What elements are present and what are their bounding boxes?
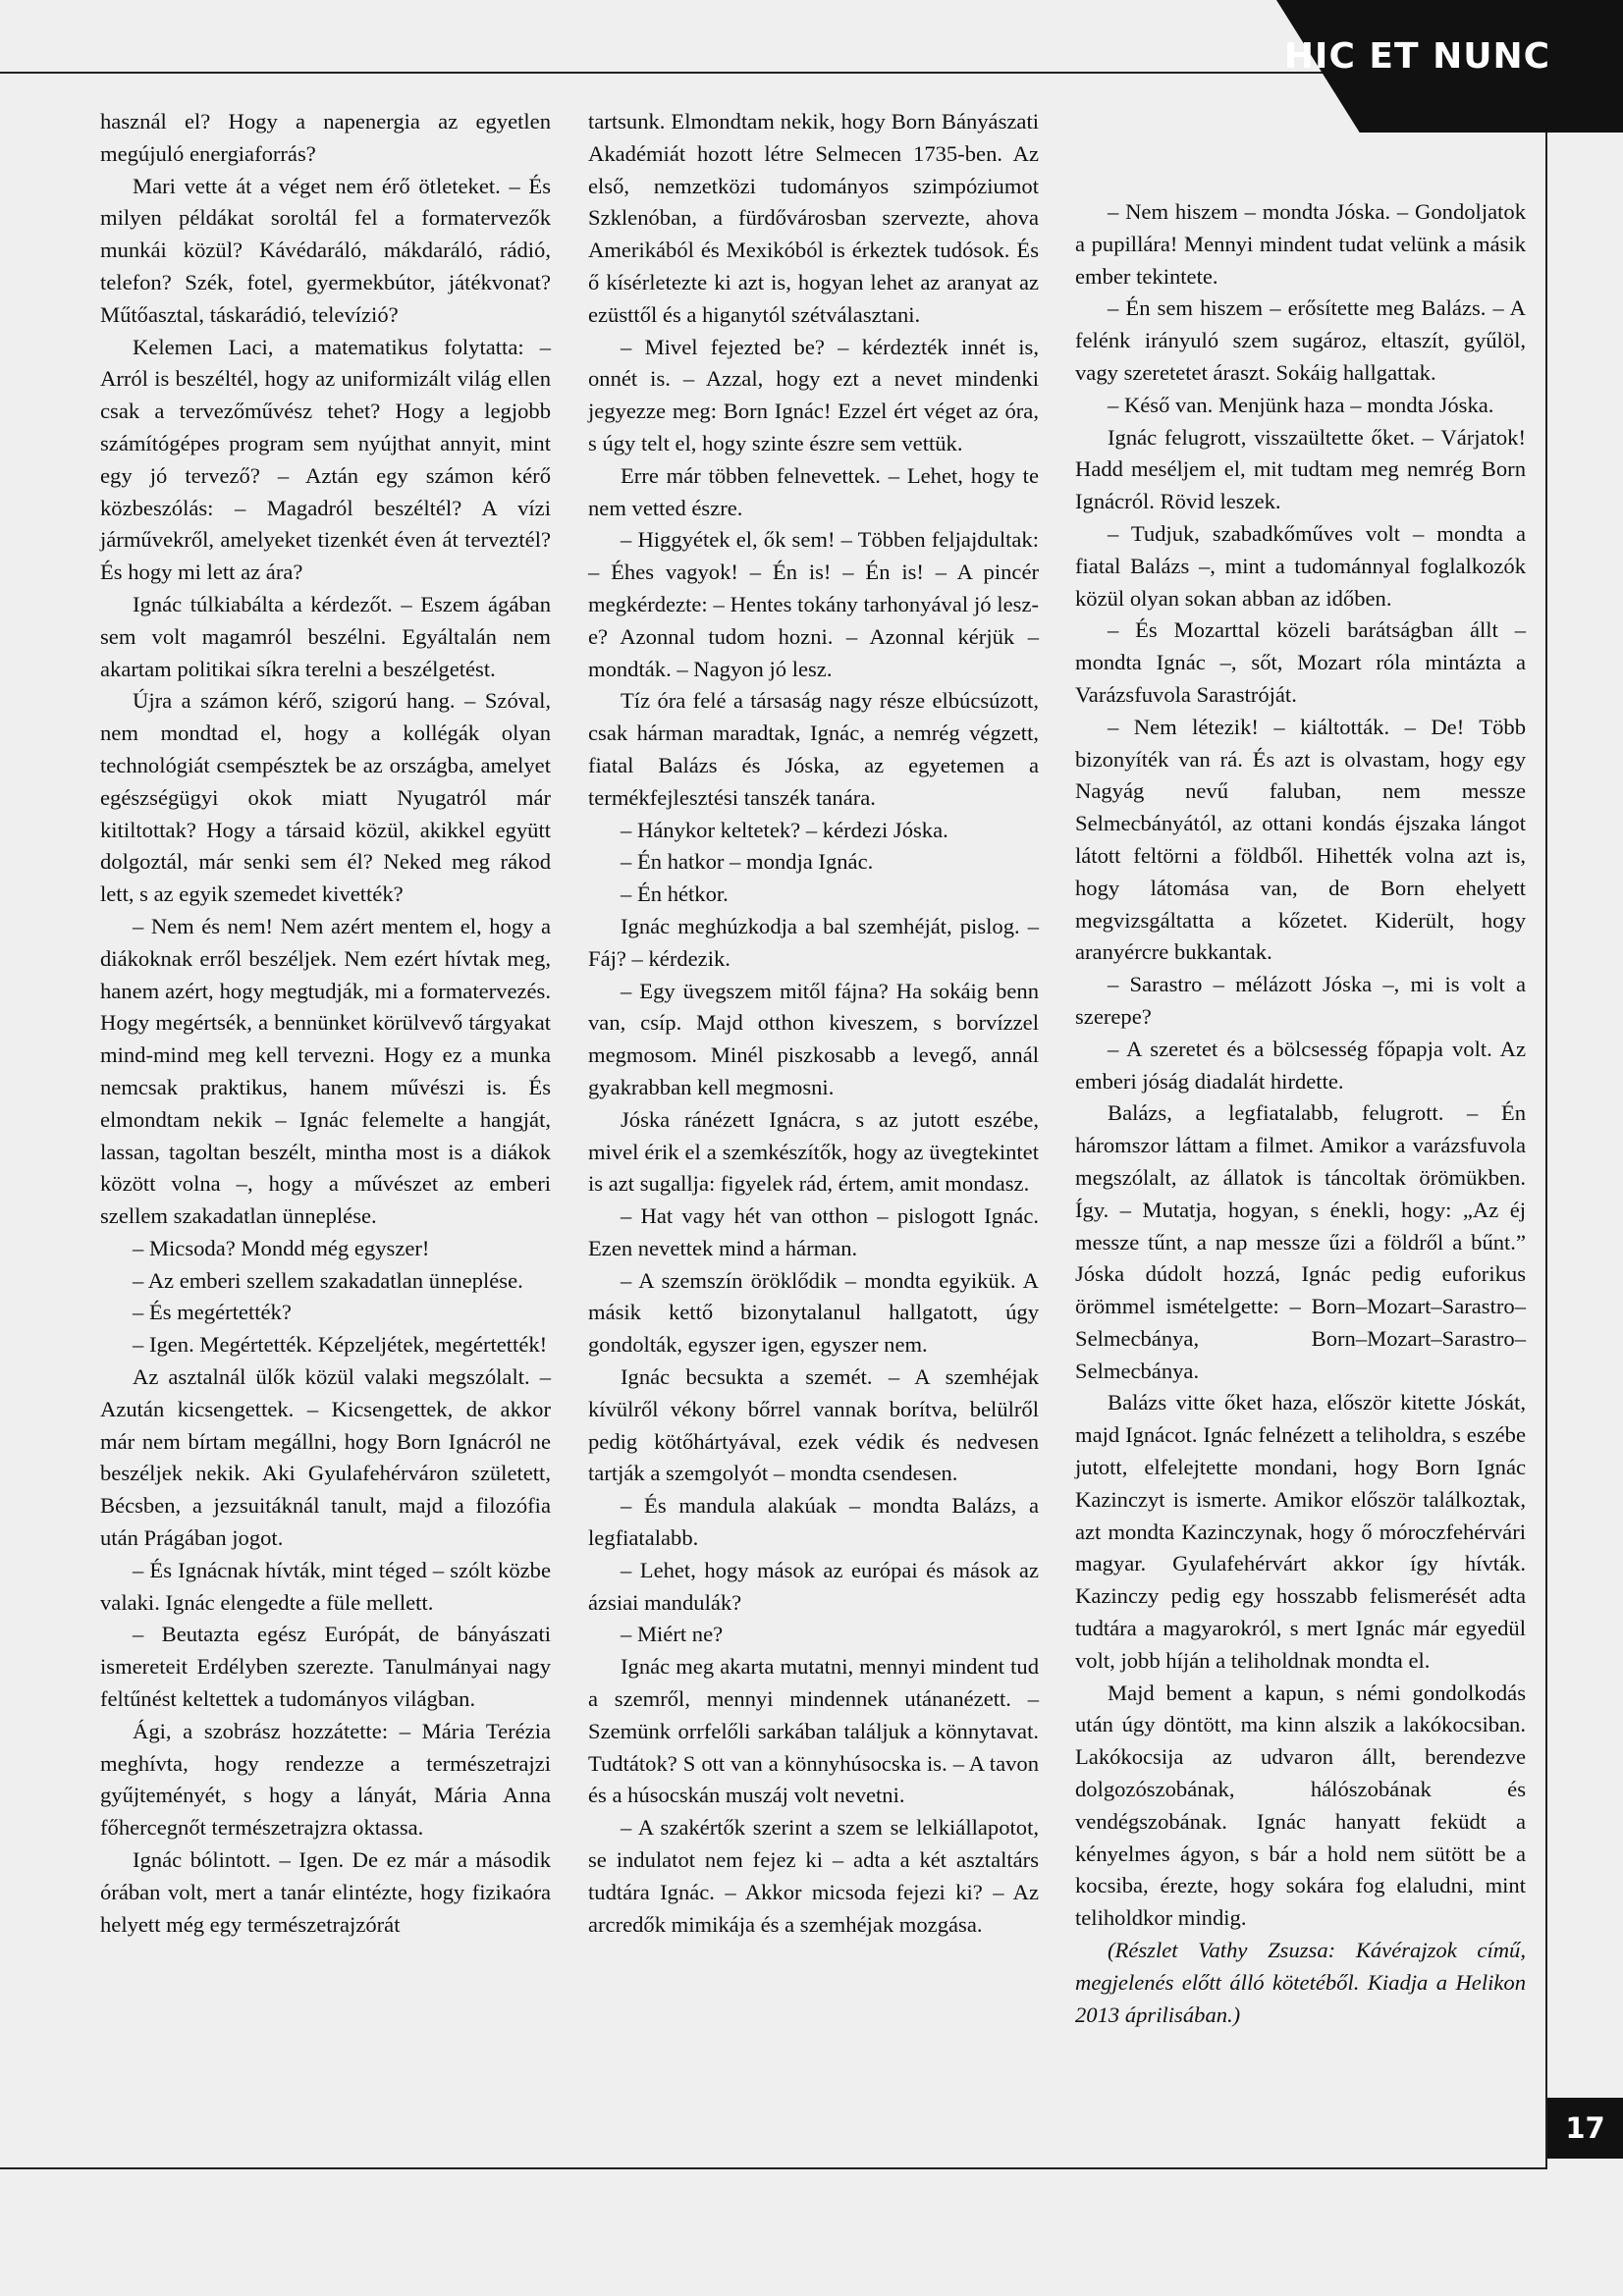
text-column-3 (1075, 196, 1526, 2031)
paragraph: – A szeretet és a bölcsesség főpapja volt. Az emberi jóság diadalát hirdette. (1075, 1036, 1526, 1094)
paragraph: használ el? Hogy a napenergia az egyetlen megújuló energiaforrás? (100, 109, 551, 166)
paragraph: Ignác becsukta a szemét. – A szemhéjak kívülről vékony bőrrel vannak borítva, belülről pedig kötőhártyával, ezek védik és nedvesen tartják a szemgolyót – mondta csendesen. (588, 1364, 1039, 1486)
top-rule (0, 72, 1365, 74)
paragraph: – Sarastro – mélázott Jóska –, mi is volt a szerepe? (1075, 972, 1526, 1029)
paragraph: – Nem hiszem – mondta Jóska. – Gondoljatok a pupillára! Mennyi mindent tudat velünk a másik ember tekintete. (1075, 199, 1526, 289)
paragraph: – Igen. Megértették. Képzeljétek, megértették! (133, 1332, 548, 1358)
paragraph: Kelemen Laci, a matematikus folytatta: – Arról is beszéltél, hogy az uniformizált világ ellen csak a tervezőművész tehet? Hogy a legjobb számítógépes program sem nyújthat annyit, mint egy jó tervező? – Aztán egy számon kérő közbeszólás: – Magadról beszéltél? A vízi járművekről, amelyeket tizenkét éven át terveztél? És hogy mi lett az ára? (100, 334, 551, 585)
paragraph: – Nem létezik! – kiáltották. – De! Több bizonyíték van rá. És azt is olvastam, hogy egy Nagyág nevű faluban, nem messze Selmecbányától, az ottani kondás éjszaka lángot látott feltörni a földből. Hihették volna azt is, hogy látomása van, de Born ehelyett megvizsgáltatta a kőzetet. Kiderült, hogy aranyércre bukkantak. (1075, 714, 1526, 965)
paragraph: – És mandula alakúak – mondta Balázs, a legfiatalabb. (588, 1493, 1039, 1551)
paragraph: – A szakértők szerint a szem se lelkiállapotot, se indulatot nem fejez ki – adta a két asztaltárs tudtára Ignác. – Akkor micsoda fejezi ki? – Az arcredők mimikája és a szemhéjak mozgása. (588, 1815, 1039, 1937)
paragraph: Mari vette át a véget nem érő ötleteket. – És milyen példákat soroltál fel a formatervezők munkái közül? Kávédaráló, mákdaráló, rádió, telefon? Szék, fotel, gyermekbútor, játékvonat? Műtőasztal, táskarádió, televízió? (100, 173, 551, 327)
paragraph: Újra a számon kérő, szigorú hang. – Szóval, nem mondtad el, hogy a kollégák olyan technológiát csempésztek be az országba, amelyet egészségügyi okok miatt Nyugatról már kitiltottak? Hogy a társaid közül, akikkel együtt dolgoztál, már senki sem él? Neked meg rákod lett, s az egyik szemedet kivették? (100, 688, 551, 907)
paragraph: – Én hétkor. (621, 881, 729, 907)
paragraph: Erre már többen felnevettek. – Lehet, hogy te nem vetted észre. (588, 462, 1039, 520)
bottom-rule (0, 2167, 1547, 2169)
paragraph: Jóska ránézett Ignácra, s az jutott eszébe, mivel érik el a szemkészítők, hogy az üvegtekintet is azt sugallja: figyelek rád, értem, amit mondasz. (588, 1106, 1039, 1197)
paragraph: – Mivel fejezted be? – kérdezték innét is, onnét is. – Azzal, hogy ezt a nevet mindenki jegyezze meg: Born Ignác! Ezzel ért véget az óra, s úgy telt el, hogy szinte észre sem vettük. (588, 334, 1039, 455)
paragraph: – Az emberi szellem szakadatlan ünneplése. (133, 1267, 523, 1293)
paragraph: Ignác túlkiabálta a kérdezőt. – Eszem ágában sem volt magamról beszélni. Egyáltalán nem akartam politikai síkra terelni a beszélgetést. (100, 591, 551, 681)
paragraph: tartsunk. Elmondtam nekik, hogy Born Bányászati Akadémiát hozott létre Selmecen 1735-ben. Az első, nemzetközi tudományos szimpóziumot Szklenóban, a fürdővárosban szervezte, ahova Amerikából és Mexikóból is érkeztek tudósok. És ő kísérletezte ki azt is, hogyan lehet az aranyat az ezüsttől és a higanytól szétválasztani. (588, 109, 1039, 327)
paragraph: – Egy üvegszem mitől fájna? Ha sokáig benn van, csíp. Majd otthon kiveszem, s borvízzel megmosom. Minél piszkosabb a levegő, annál gyakrabban kell megmosni. (588, 978, 1039, 1099)
paragraph: Tíz óra felé a társaság nagy része elbúcsúzott, csak hárman maradtak, Ignác, a nemrég végzett, fiatal Balázs és Jóska, az egyetemen a termékfejlesztési tanszék tanára. (588, 688, 1039, 810)
text-column-2 (588, 106, 1039, 1941)
paragraph: Az asztalnál ülők közül valaki megszólalt. – Azután kicsengettek. – Kicsengettek, de akkor már nem bírtam megállni, hogy Born Ignácról ne beszéljek nekik. Aki Gyulafehérváron született, Bécsben, a jezsuitáknál tanult, majd a filozófia után Prágában jogot. (100, 1364, 551, 1551)
paragraph: – Hat vagy hét van otthon – pislogott Ignác. Ezen nevettek mind a hárman. (588, 1203, 1039, 1260)
paragraph: – Tudjuk, szabadkőműves volt – mondta a fiatal Balázs –, mint a tudománnyal foglalkozók közül olyan sokan abban az időben. (1075, 520, 1526, 611)
paragraph: Ignác meg akarta mutatni, mennyi mindent tud a szemről, mennyi mindennek utánanézett. – Szemünk orrfelőli sarkában találjuk a könnytavat. Tudtátok? S ott van a könnyhúsocska is. – A tavon és a húsocskán muszáj volt nevetni. (588, 1654, 1039, 1808)
paragraph: – Késő van. Menjünk haza – mondta Jóska. (1108, 392, 1494, 417)
paragraph: – És megértették? (133, 1300, 292, 1325)
right-rule (1545, 128, 1547, 2169)
paragraph: Ignác felugrott, visszaültette őket. – Várjatok! Hadd meséljem el, mit tudtam meg nemrég Born Ignácról. Rövid leszek. (1075, 424, 1526, 514)
paragraph: Ági, a szobrász hozzátette: – Mária Terézia meghívta, hogy rendezze a természetrajzi gyűjteményét, s hogy a lányát, Mária Anna főhercegnőt természetrajzra oktassa. (100, 1718, 551, 1841)
text-column-1 (100, 106, 551, 1941)
paragraph: – Nem és nem! Nem azért mentem el, hogy a diákoknak erről beszéljek. Nem ezért hívtak meg, hanem azért, hogy megtudják, mi a formatervezés. Hogy megértsék, a bennünket körülvevő tárgyakat mind-mind meg kell tervezni. Hogy ez a munka nemcsak praktikus, hanem művészi is. És elmondtam nekik – Ignác felemelte a hangját, lassan, tagoltan beszélt, mintha most is a diákok között volna –, hogy a művészet az emberi szellem szakadatlan ünneplése. (100, 913, 551, 1229)
paragraph: – Hánykor keltetek? – kérdezi Jóska. (621, 817, 948, 842)
paragraph: Ignác meghúzkodja a bal szemhéját, pislog. – Fáj? – kérdezik. (588, 913, 1039, 971)
paragraph: – Lehet, hogy mások az európai és mások az ázsiai mandulák? (588, 1557, 1039, 1615)
paragraph: – Én sem hiszem – erősítette meg Balázs. – A felénk irányuló szem sugároz, eltaszít, gyűlöl, vagy szeretetet áraszt. Sokáig hallgattak. (1075, 295, 1526, 385)
paragraph: Majd bement a kapun, s némi gondolkodás után úgy döntött, ma kinn alszik a lakókocsiban. Lakókocsija az udvaron állt, berendezve dolgozószobának, hálószobának és vendégszobának. Ignác hanyatt feküdt a kényelmes ágyon, s bár a hold nem sütött be a kocsiba, érezte, hogy sokára fog elaludni, mint teliholdkor mindig. (1075, 1680, 1526, 1931)
paragraph: Balázs vitte őket haza, először kitette Jóskát, majd Ignácot. Ignác felnézett a teliholdra, s eszébe jutott, elfelejtette mondani, hogy Born Ignác Kazinczyt is ismerte. Amikor először találkoztak, azt mondta Kazinczynak, hogy ő móroczfehérvári magyar. Gyulafehérvárt akkor így hívták. Kazinczy pedig egy hosszabb felismerését adta tudtára a magyarokról, s mert Ignác már egyedül volt, jobb híján a teliholdnak mondta el. (1075, 1390, 1526, 1673)
section-title: HIC ET NUNC (1283, 36, 1550, 77)
paragraph: – Micsoda? Mondd még egyszer! (133, 1235, 430, 1260)
paragraph: – Én hatkor – mondja Ignác. (621, 849, 874, 875)
paragraph: – Higgyétek el, ők sem! – Többen feljajdultak: – Éhes vagyok! – Én is! – Én is! – A pincér megkérdezte: – Hentes tokány tarhonyával jó lesz-e? Azonnal tudom hozni. – Azonnal kérjük – mondták. – Nagyon jó lesz. (588, 527, 1039, 681)
paragraph: – Beutazta egész Európát, de bányászati ismereteit Erdélyben szerezte. Tanulmányai nagy feltűnést keltettek a tudományos világban. (100, 1622, 551, 1712)
page-number: 17 (1547, 2098, 1623, 2159)
paragraph: Ignác bólintott. – Igen. De ez már a második órában volt, mert a tanár elintézte, hogy fizikaóra helyett még egy természetrajzórát (100, 1847, 551, 1937)
source-credit: (Részlet Vathy Zsuzsa: Kávérajzok című, megjelenés előtt álló kötetéből. Kiadja a Helikon 2013 áprilisában.) (1075, 1938, 1526, 2027)
paragraph: Balázs, a legfiatalabb, felugrott. – Én háromszor láttam a filmet. Amikor a varázsfuvola megszólalt, az állatok is táncoltak örömükben. Így. – Mutatja, hogyan, s énekli, hogy: „Az éj messze tűnt, a nap messze űzi a földről a bűnt.” Jóska dúdolt hozzá, Ignác pedig euforikus örömmel ismételgette: – Born–Mozart–Sarastro–Selmecbánya, Born–Mozart–Sarastro–Selmecbánya. (1075, 1100, 1526, 1383)
paragraph: – A szemszín öröklődik – mondta egyikük. A másik kettő bizonytalanul hallgatott, úgy gondolták, egyszer igen, egyszer nem. (588, 1267, 1039, 1358)
paragraph: – És Mozarttal közeli barátságban állt – mondta Ignác –, sőt, Mozart róla mintázta a Varázsfuvola Sarastróját. (1075, 617, 1526, 707)
paragraph: – És Ignácnak hívták, mint téged – szólt közbe valaki. Ignác elengedte a füle mellett. (100, 1557, 551, 1615)
paragraph: – Miért ne? (621, 1622, 724, 1647)
